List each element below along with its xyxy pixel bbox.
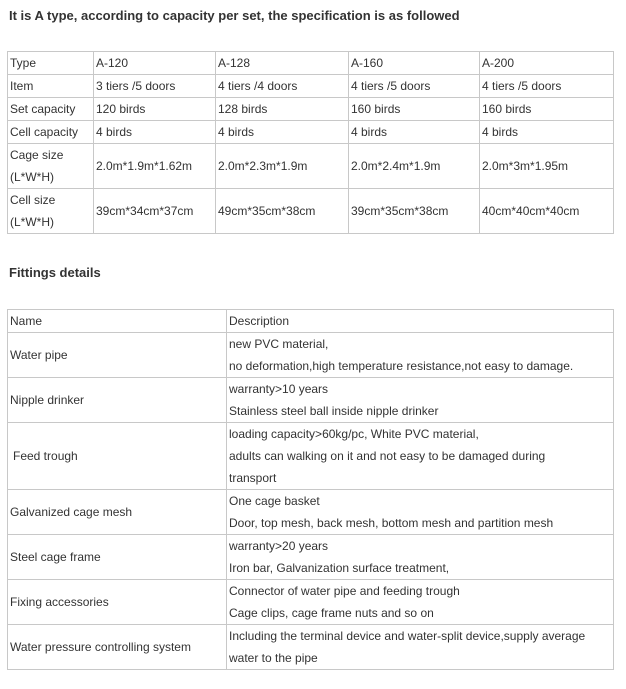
fitting-name: Galvanized cage mesh [8,490,227,535]
fitting-description [227,333,614,378]
description-line: no deformation,high temperature resistance,not easy to damage. [229,359,574,373]
table-row [8,189,614,234]
specification-table [7,51,614,234]
table-cell: A-200 [480,52,614,75]
row-label: Item [8,75,94,98]
table-cell: A-160 [349,52,480,75]
table-cell: 120 birds [94,98,216,121]
label-line: Cage size [10,148,64,162]
table-cell: 2.0m*1.9m*1.62m [94,144,216,189]
table-row [8,535,614,580]
table-cell: 128 birds [216,98,349,121]
fitting-description [227,423,614,490]
fitting-description [227,378,614,423]
description-line: One cage basket [229,494,320,508]
table-cell: A-120 [94,52,216,75]
table-cell: 2.0m*3m*1.95m [480,144,614,189]
row-label: Set capacity [8,98,94,121]
row-label: Type [8,52,94,75]
description-line: Door, top mesh, back mesh, bottom mesh and partition mesh [229,516,554,530]
label-line: (L*W*H) [10,170,54,184]
table-row [8,625,614,670]
description-line: warranty>10 years [229,382,329,396]
column-header-name: Name [8,310,227,333]
row-label [8,189,94,234]
description-line: Connector of water pipe and feeding trough [229,584,460,598]
table-cell: 4 tiers /5 doors [480,75,614,98]
table-cell: 4 birds [216,121,349,144]
table-cell: 160 birds [480,98,614,121]
description-line: Iron bar, Galvanization surface treatment, [229,561,450,575]
table-cell: 39cm*34cm*37cm [94,189,216,234]
table-cell: A-128 [216,52,349,75]
table-row [8,98,614,121]
table-cell: 4 tiers /5 doors [349,75,480,98]
table-row [8,52,614,75]
table-cell: 2.0m*2.3m*1.9m [216,144,349,189]
description-line: transport [229,471,277,485]
fitting-description [227,625,614,670]
fitting-name: Fixing accessories [8,580,227,625]
description-line: Cage clips, cage frame nuts and so on [229,606,434,620]
fittings-table [7,309,614,670]
description-line: adults can walking on it and not easy to be damaged during [229,449,546,463]
fitting-name: Feed trough [8,423,227,490]
table-row [8,378,614,423]
description-line: warranty>20 years [229,539,329,553]
table-cell: 40cm*40cm*40cm [480,189,614,234]
table-cell: 4 tiers /4 doors [216,75,349,98]
fitting-description [227,535,614,580]
fitting-description [227,580,614,625]
table-cell: 2.0m*2.4m*1.9m [349,144,480,189]
table-cell: 39cm*35cm*38cm [349,189,480,234]
description-line: new PVC material, [229,337,329,351]
label-line: (L*W*H) [10,215,54,229]
table-cell: 3 tiers /5 doors [94,75,216,98]
table-row [8,144,614,189]
table-header-row [8,310,614,333]
description-line: water to the pipe [229,651,318,665]
row-label [8,144,94,189]
table-cell: 4 birds [480,121,614,144]
table-row [8,580,614,625]
table-cell: 160 birds [349,98,480,121]
description-line: Including the terminal device and water-split device,supply average [229,629,586,643]
spec-heading: It is A type, according to capacity per set, the specification is as followed [9,8,460,23]
column-header-description: Description [227,310,614,333]
table-row [8,75,614,98]
fitting-description [227,490,614,535]
row-label: Cell capacity [8,121,94,144]
description-line: loading capacity>60kg/pc, White PVC material, [229,427,479,441]
table-row [8,423,614,490]
table-row [8,490,614,535]
table-cell: 4 birds [94,121,216,144]
description-line: Stainless steel ball inside nipple drinker [229,404,439,418]
fittings-heading: Fittings details [9,265,101,280]
fitting-name: Water pipe [8,333,227,378]
table-row [8,333,614,378]
fitting-name: Nipple drinker [8,378,227,423]
fitting-name: Water pressure controlling system [8,625,227,670]
table-row [8,121,614,144]
fitting-name: Steel cage frame [8,535,227,580]
label-line: Cell size [10,193,56,207]
table-cell: 49cm*35cm*38cm [216,189,349,234]
table-cell: 4 birds [349,121,480,144]
